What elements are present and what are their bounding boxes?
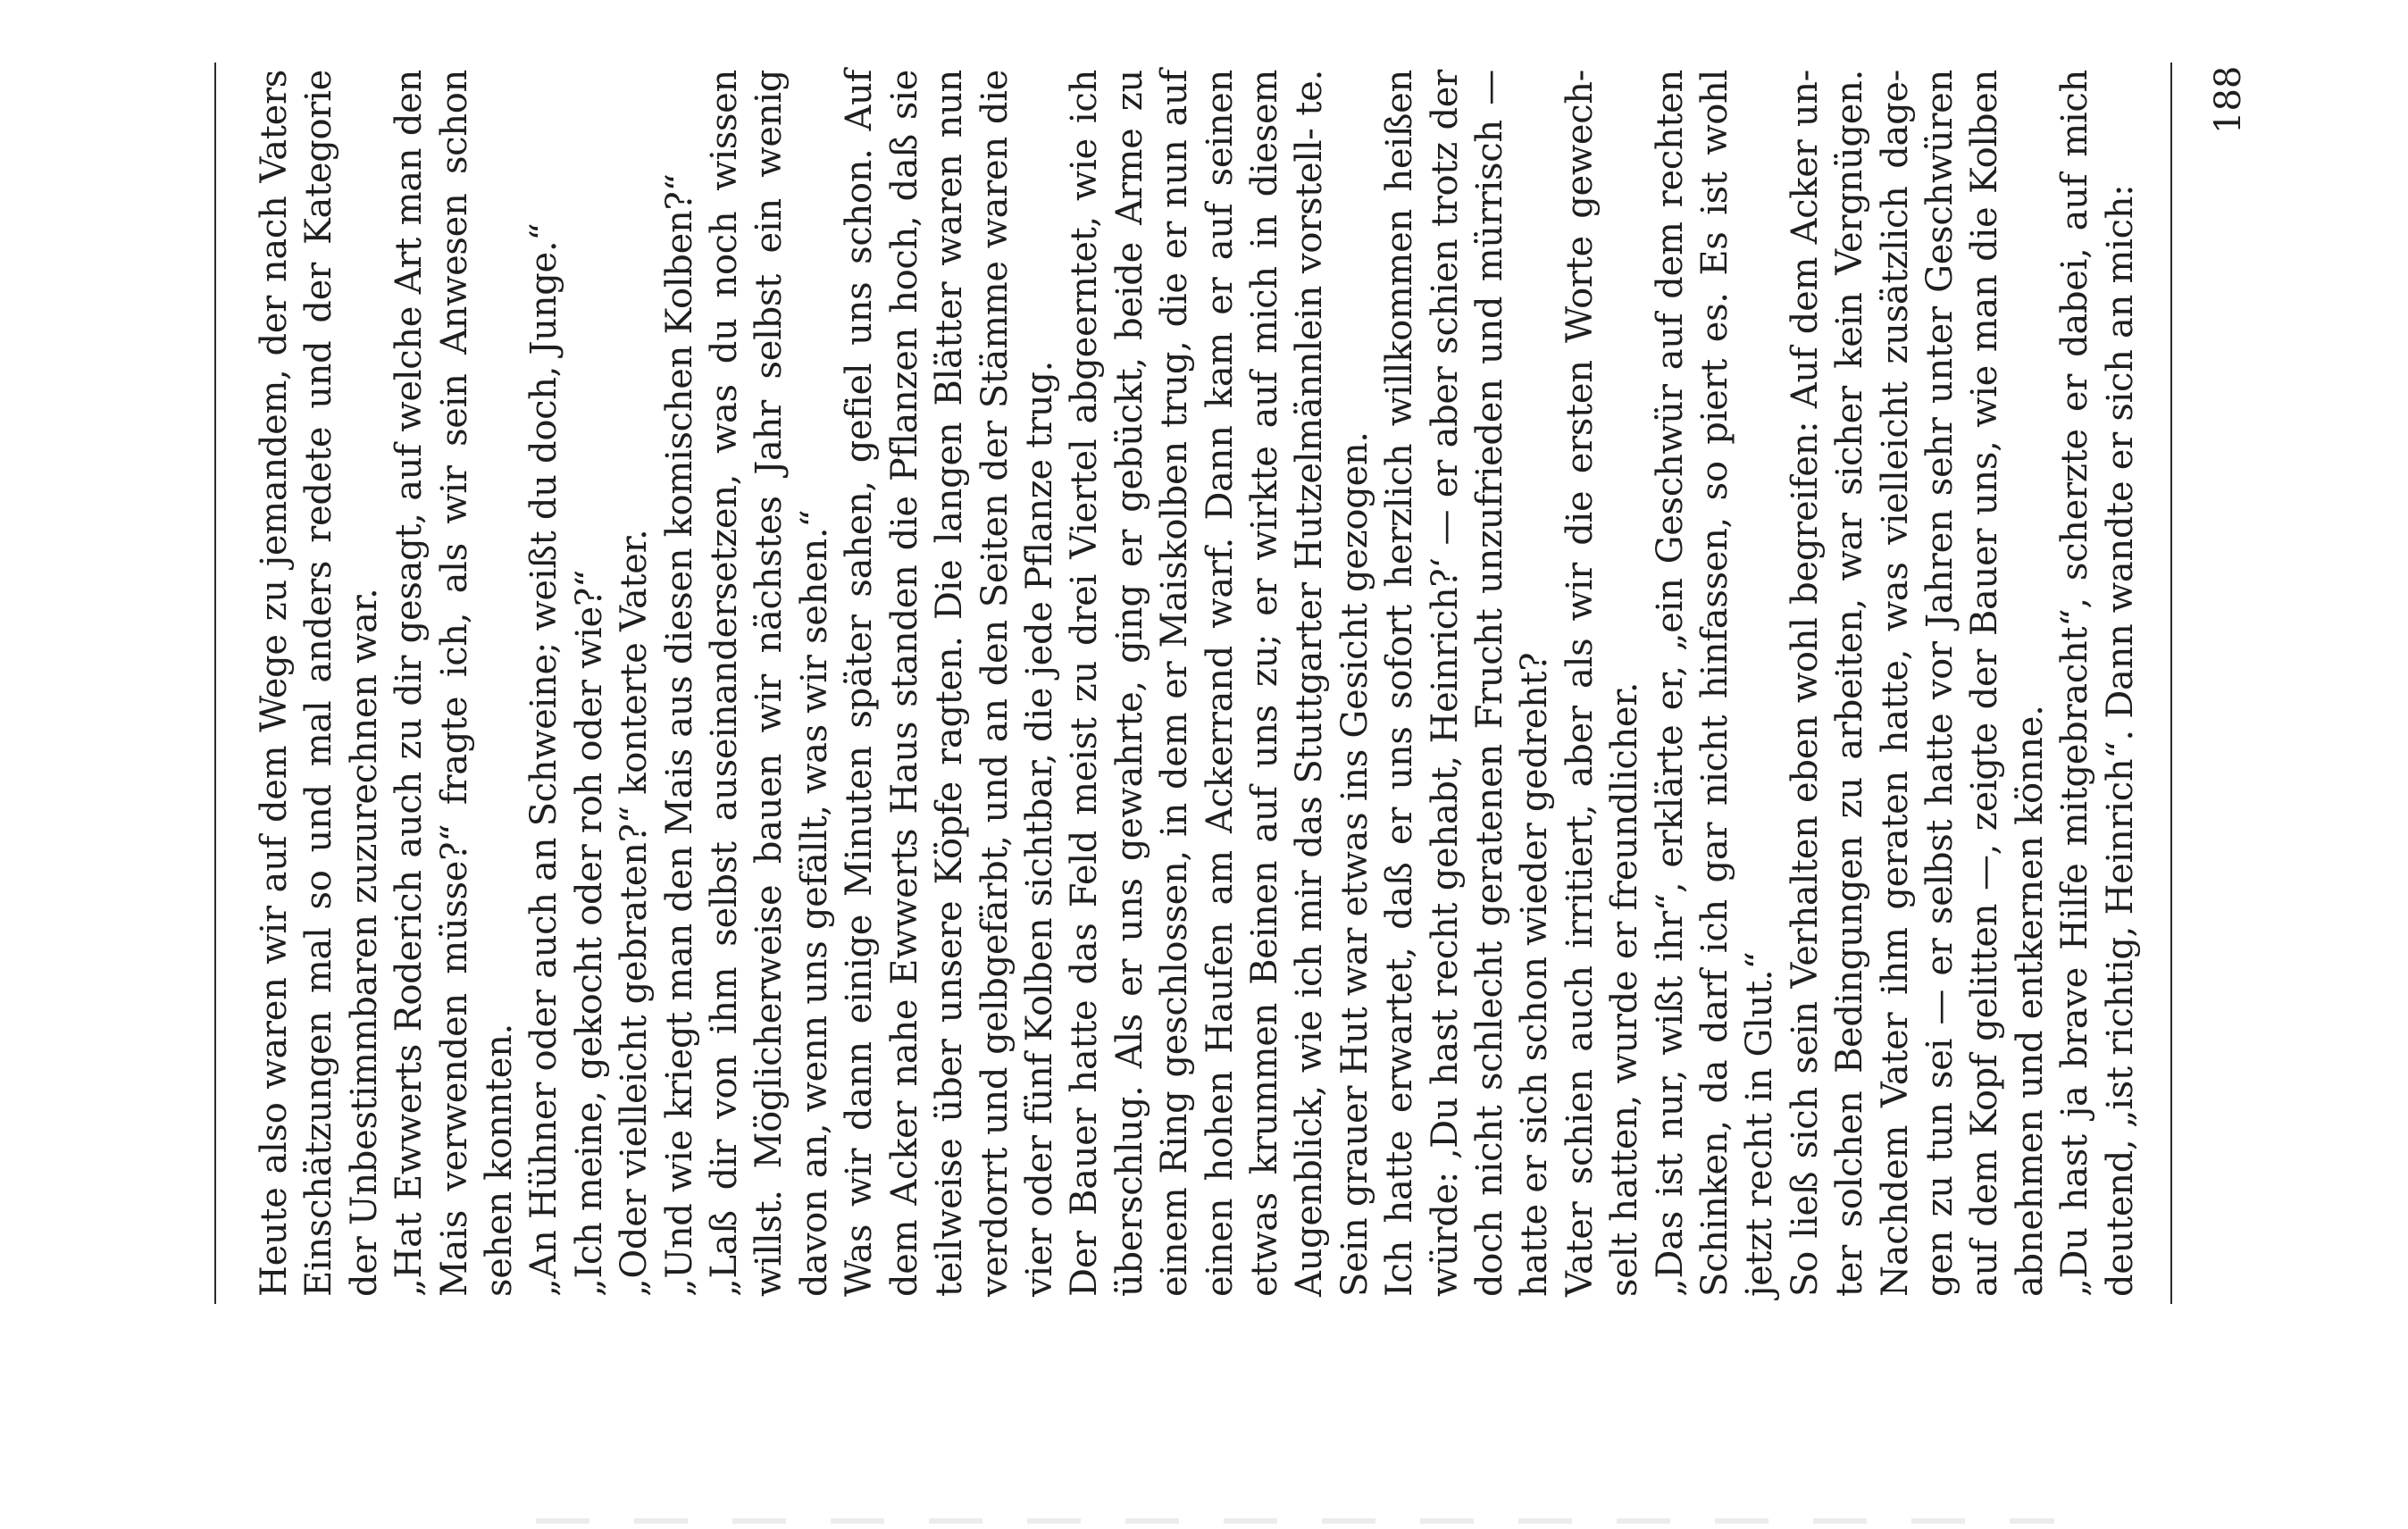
- paragraph: „Du hast ja brave Hilfe mitgebracht“, scherzte er dabei, auf mich deutend, „ist richtig, Heinrich“. Dann wandte er sich an mich:: [2054, 70, 2141, 1297]
- bleed-through-shadow: [536, 1518, 2054, 1524]
- paragraph: „An Hühner oder auch an Schweine; weißt du doch, Junge.“: [523, 222, 565, 1297]
- paragraph: Vater schien auch irritiert, aber als wir die ersten Worte gewech- selt hatten, wurde er freundlicher.: [1559, 70, 1646, 1297]
- body-text: [252, 70, 2143, 1297]
- rotated-book-page: [214, 63, 2249, 1304]
- paragraph: Heute also waren wir auf dem Wege zu jemandem, der nach Vaters Einschätzungen mal so und mal anders redete und der Kategorie der Unbestimmbaren zuzurechnen war.: [254, 70, 385, 1297]
- paragraph: „Das ist nur, wißt ihr“, erklärte er, „ein Geschwür auf dem rechten Schinken, da darf ich gar nicht hinfassen, so piert es. Es ist wohl jetzt recht in Glut.“: [1649, 70, 1781, 1297]
- paragraph: „Und wie kriegt man den Mais aus diesen komischen Kolben?“: [658, 173, 700, 1297]
- paragraph: „Ich meine, gekocht oder roh oder wie?“: [568, 569, 610, 1297]
- paragraph: Ich hatte erwartet, daß er uns sofort herzlich willkommen heißen würde: ‚Du hast recht gehabt, Heinrich?‘ — er aber schien trotz der doch nicht schlecht geratenen Frucht unzufrieden und mürrisch — hatte er sich schon wieder gedreht?: [1379, 70, 1556, 1297]
- paragraph: Was wir dann einige Minuten später sahen, gefiel uns schon. Auf dem Acker nahe Ewwerts Haus standen die Pflanzen hoch, daß sie teilweise über unsere Köpfe ragten. Die langen Blätter waren nun verdorrt und gelbgefärbt, und an den Seiten der Stämme waren die vier oder fünf Kolben sichtbar, die jede Pflanze trug.: [839, 70, 1060, 1297]
- paragraph: „Hat Ewwerts Roderich auch zu dir gesagt, auf welche Art man den Mais verwenden müsse?“ fragte ich, als wir sein Anwesen schon sehen konnten.: [389, 70, 521, 1297]
- top-rule: [214, 63, 216, 1304]
- bottom-rule: [2170, 63, 2172, 1304]
- paragraph: „Oder vielleicht gebraten?“ konterte Vater.: [614, 529, 656, 1297]
- paragraph: „Laß dir von ihm selbst auseinandersetzen, was du noch wissen willst. Möglicherweise bauen wir nächstes Jahr selbst ein wenig davon an, wenn uns gefällt, was wir sehen.“: [704, 70, 835, 1297]
- paragraph: So ließ sich sein Verhalten eben wohl begreifen: Auf dem Acker un- ter solchen Bedingungen zu arbeiten, war sicher kein Vergnügen. Nachdem Vater ihm geraten hatte, was vielleicht zusätzlich dage- gen zu tun sei — er selbst hatte vor Jahren sehr unter Geschwüren auf dem Kopf gelitten —, zeigte der Bauer uns, wie man die Kolben abnehmen und entkernen könne.: [1784, 70, 2051, 1297]
- paragraph: Der Bauer hatte das Feld meist zu drei Viertel abgeerntet, wie ich überschlug. Als er uns gewahrte, ging er gebückt, beide Arme zu einem Ring geschlossen, in dem er Maiskolben trug, die er nun auf einen hohen Haufen am Ackerrand warf. Dann kam er auf seinen etwas krummen Beinen auf uns zu; er wirkte auf mich in diesem Augenblick, wie ich mir das Stuttgarter Hutzelmännlein vorstell- te. Sein grauer Hut war etwas ins Gesicht gezogen.: [1064, 70, 1375, 1297]
- page-number: 188: [2208, 65, 2249, 134]
